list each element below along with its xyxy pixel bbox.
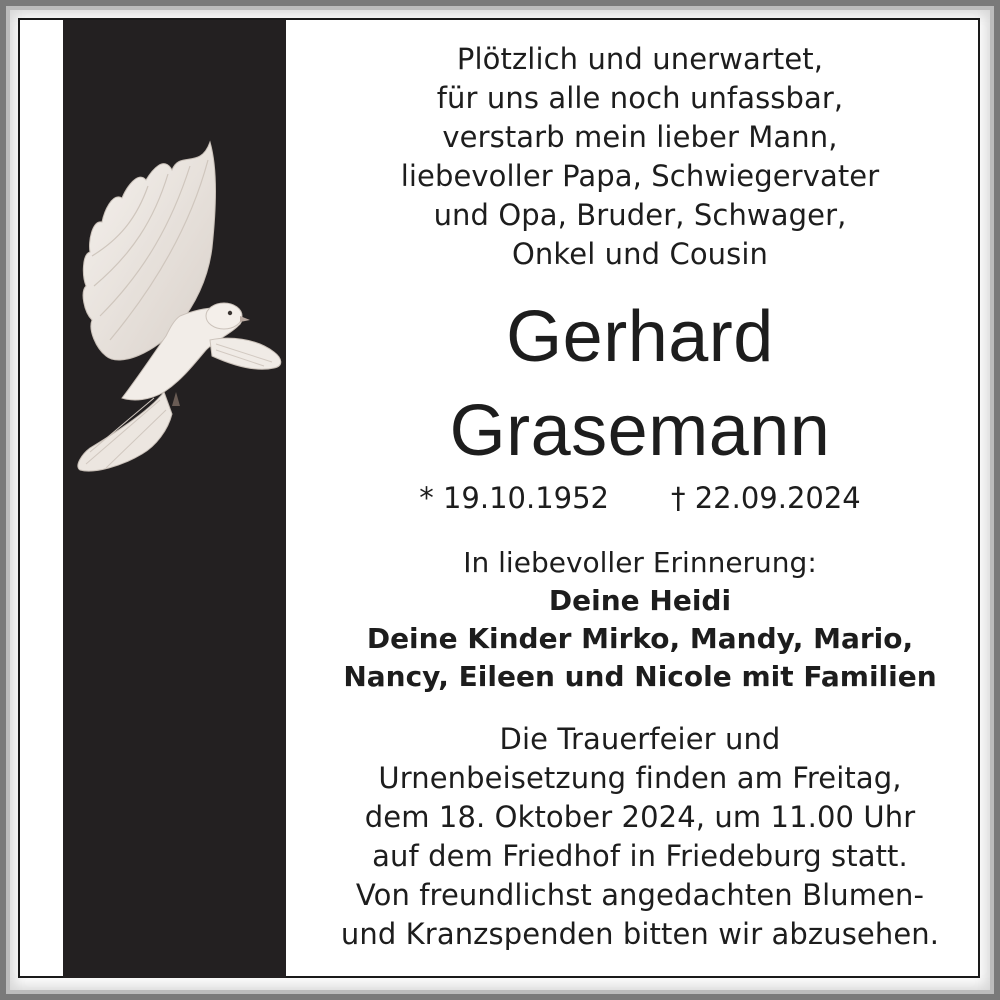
first-name: Gerhard [506, 297, 774, 377]
birth-date: * 19.10.1952 [419, 481, 609, 515]
memory-label: In liebevoller Erinnerung: [463, 546, 817, 579]
last-name: Grasemann [449, 391, 831, 471]
ceremony-line: Von freundlichst angedachten Blumen- [355, 878, 925, 912]
intro-line: für uns alle noch unfassbar, [436, 81, 844, 115]
family-line: Deine Kinder Mirko, Mandy, Mario, [366, 622, 914, 655]
ceremony-line: auf dem Friedhof in Friedeburg statt. [372, 839, 908, 873]
deceased-name [320, 290, 960, 478]
ceremony-text [320, 720, 960, 954]
intro-text [320, 40, 960, 274]
ceremony-line: Die Trauerfeier und [499, 722, 781, 756]
intro-line: liebevoller Papa, Schwiegervater [400, 159, 880, 193]
death-date: † 22.09.2024 [671, 481, 861, 515]
intro-line: Onkel und Cousin [512, 237, 768, 271]
dove-icon [60, 130, 290, 490]
life-dates [320, 478, 960, 518]
intro-line: verstarb mein lieber Mann, [442, 120, 838, 154]
ceremony-line: dem 18. Oktober 2024, um 11.00 Uhr [364, 800, 916, 834]
family-line: Deine Heidi [548, 584, 732, 617]
family-names [320, 582, 960, 696]
intro-line: und Opa, Bruder, Schwager, [433, 198, 847, 232]
memory-section [320, 544, 960, 696]
ceremony-line: und Kranzspenden bitten wir abzusehen. [340, 917, 940, 951]
ceremony-line: Urnenbeisetzung finden am Freitag, [378, 761, 902, 795]
family-line: Nancy, Eileen und Nicole mit Familien [343, 660, 937, 693]
intro-line: Plötzlich und unerwartet, [456, 42, 824, 76]
obituary-text [320, 40, 960, 954]
